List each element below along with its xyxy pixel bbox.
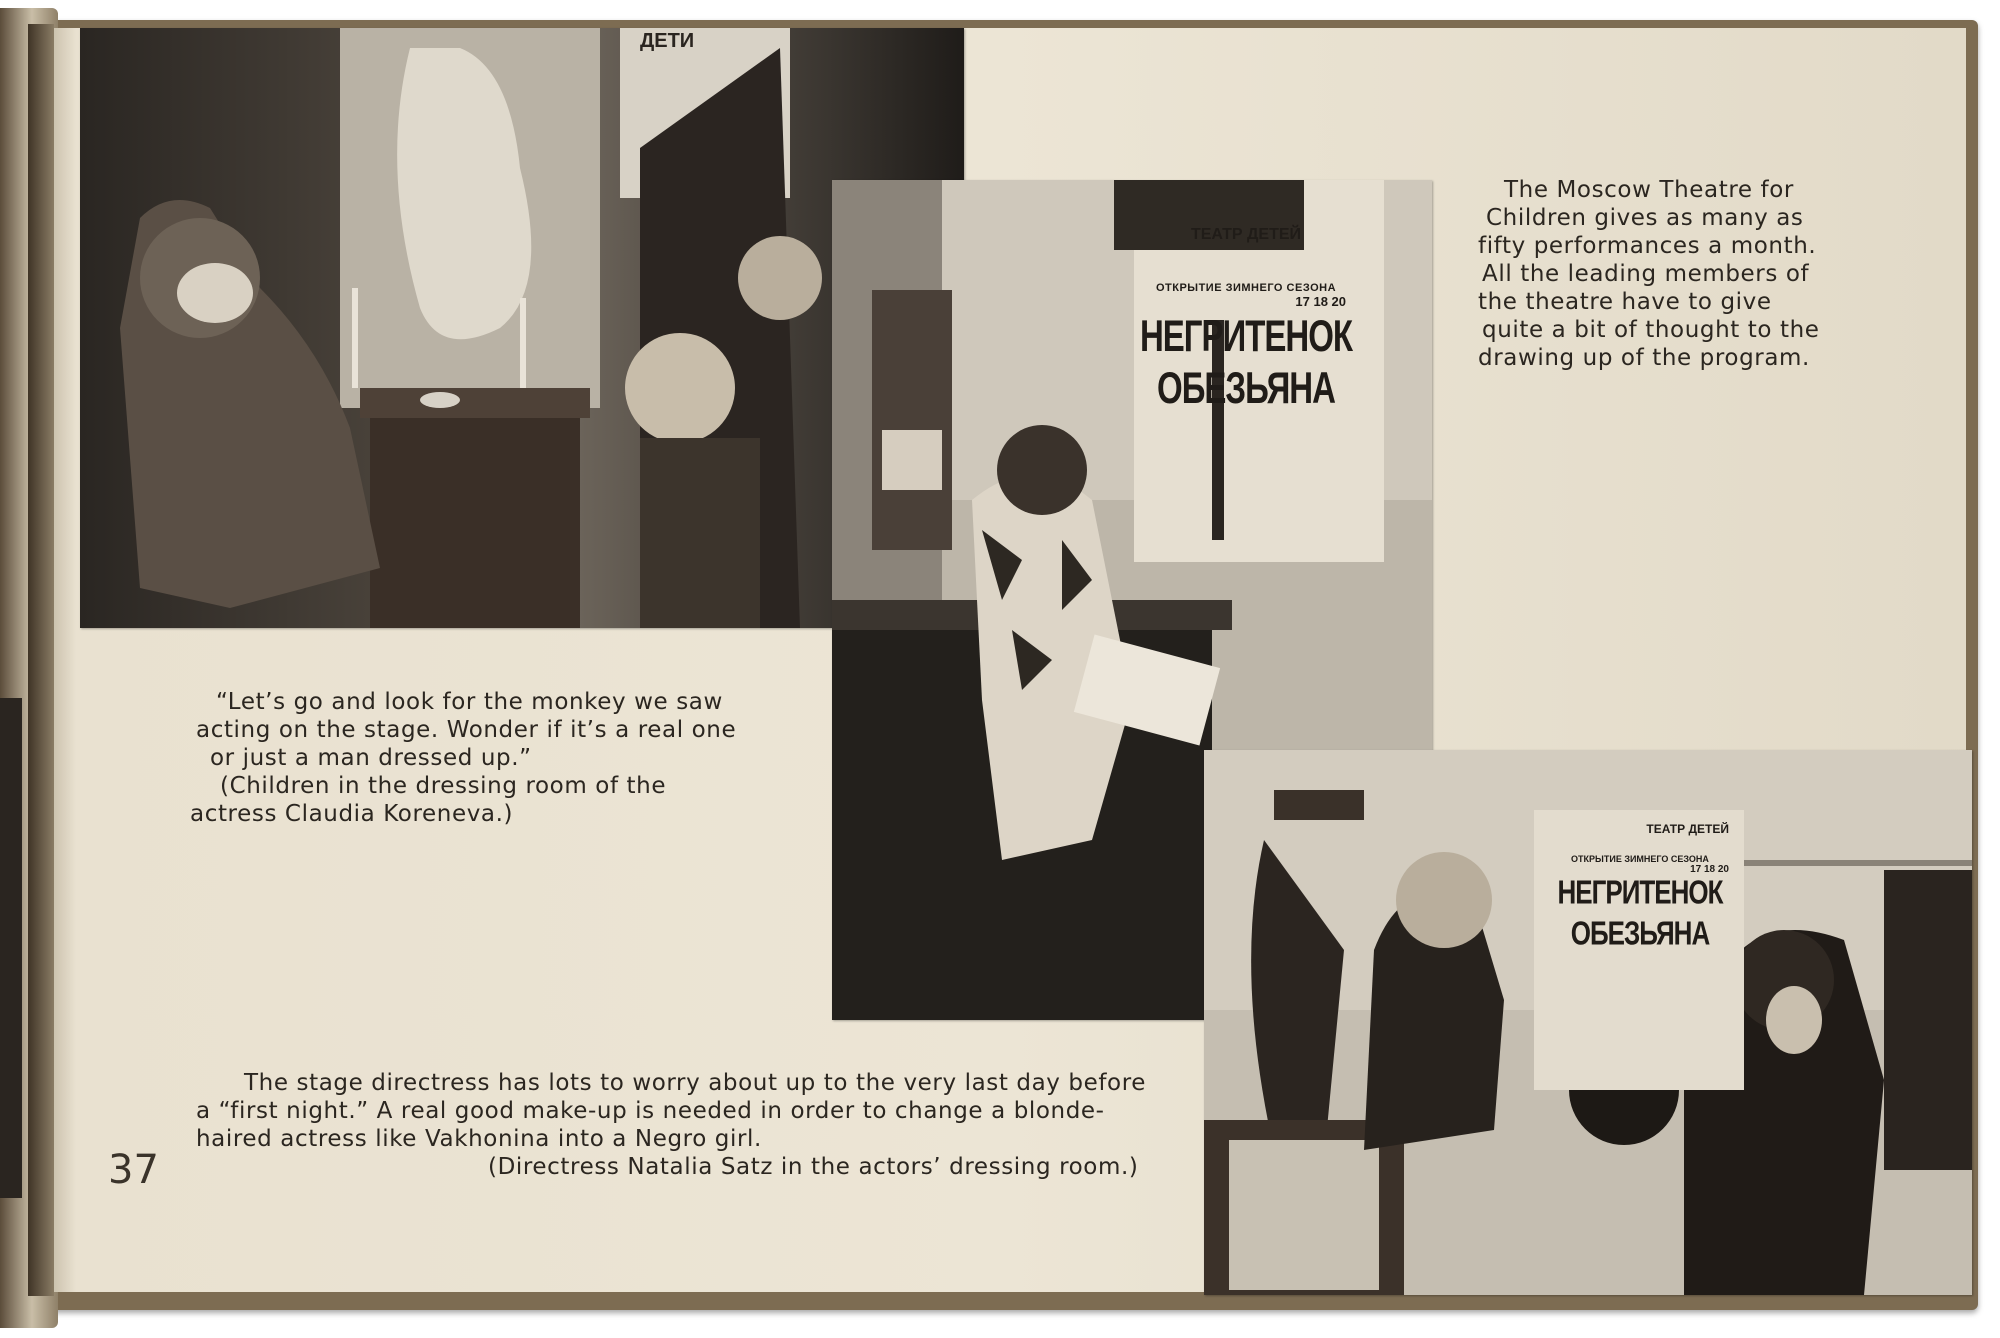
caption-directress	[196, 1069, 1196, 1181]
caption-line: haired actress like Vakhonina into a Negro girl.	[196, 1126, 762, 1152]
caption-monkey	[190, 688, 790, 828]
left-page-photo	[0, 698, 22, 1198]
caption-line: a “first night.” A real good make-up is needed in order to change a blonde-	[196, 1098, 1105, 1124]
poster-secondary-title-2: ОБЕЗЬЯНА	[1570, 913, 1710, 953]
poster-title-2: ОБЕЗЬЯНА	[1157, 362, 1335, 413]
caption-line: Children gives as many as	[1486, 205, 1804, 231]
caption-line: acting on the stage. Wonder if it’s a real one	[196, 717, 737, 743]
caption-line: drawing up of the program.	[1478, 345, 1810, 371]
caption-line: The Moscow Theatre for	[1504, 177, 1794, 203]
banner-text: ДЕТИ	[640, 30, 695, 52]
caption-line: fifty performances a month.	[1478, 233, 1817, 259]
poster-secondary-title-1: НЕГРИТЕНОК	[1557, 872, 1723, 912]
caption-line: the theatre have to give	[1478, 289, 1772, 315]
poster-main	[1136, 220, 1356, 560]
caption-line: “Let’s go and look for the monkey we saw	[216, 689, 723, 715]
poster-season-label: ОТКРЫТИЕ ЗИМНЕГО СЕЗОНА	[1155, 282, 1337, 294]
poster-title-1: НЕГРИТЕНОК	[1139, 310, 1353, 361]
poster-secondary-season: ОТКРЫТИЕ ЗИМНЕГО СЕЗОНА	[1571, 854, 1709, 864]
caption-line: quite a bit of thought to the	[1482, 317, 1820, 343]
caption-line: The stage directress has lots to worry about up to the very last day before	[244, 1070, 1147, 1096]
caption-line: actress Claudia Koreneva.)	[190, 801, 514, 827]
book-spine	[28, 24, 54, 1296]
caption-line: (Directress Natalia Satz in the actors’ dressing room.)	[488, 1154, 1139, 1180]
poster-secondary	[1545, 822, 1735, 992]
poster-date: 17 18 20	[1295, 294, 1346, 309]
poster-theatre-label: ТЕАТР ДЕТЕЙ	[1190, 226, 1302, 243]
caption-line: All the leading members of	[1482, 261, 1810, 287]
poster-secondary-date: 17 18 20	[1690, 864, 1729, 875]
caption-theatre-performances	[1478, 176, 1878, 372]
caption-line: or just a man dressed up.”	[210, 745, 532, 771]
poster-secondary-theatre: ТЕАТР ДЕТЕЙ	[1646, 822, 1729, 836]
caption-line: (Children in the dressing room of the	[220, 773, 667, 799]
page-number: 37	[108, 1147, 159, 1193]
